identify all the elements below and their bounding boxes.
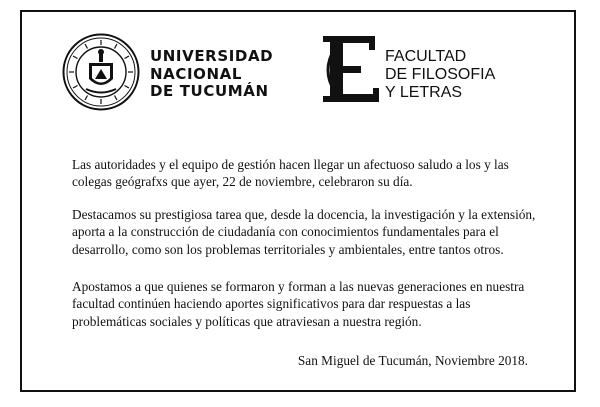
university-line: DE TUCUMÁN	[150, 82, 269, 100]
greeting-paragraph: Las autoridades y el equipo de gestión hacen llegar un afectuoso saludo a los y las colegas geógrafxs que ayer, 22 de noviembre, celebraron su día.	[72, 157, 509, 190]
university-name	[150, 48, 273, 101]
place-date-signature: San Miguel de Tucumán, Noviembre 2018.	[297, 353, 528, 368]
faculty-line: DE FILOSOFIA	[385, 66, 496, 83]
unt-seal-logo	[62, 33, 140, 111]
faculty-name	[385, 48, 495, 102]
faculty-monogram-logo	[315, 30, 385, 108]
recognition-paragraph: Destacamos su prestigiosa tarea que, desde la docencia, la investigación y la extensión, aporta a la construcción de ciudadanía con conocimientos fundamentales para el desarrollo, como son los problemas territoriales y ambientales, entre tantos otros.	[72, 207, 536, 257]
faculty-line: FACULTAD	[385, 48, 467, 65]
faculty-line: Y LETRAS	[385, 84, 463, 101]
university-line: UNIVERSIDAD	[150, 47, 274, 65]
commitment-paragraph: Apostamos a que quienes se formaron y forman a las nuevas generaciones en nuestra facultad continúen haciendo aportes significativos para dar respuestas a las problemáticas sociales y políticas que atraviesan a nuestra región.	[72, 279, 525, 329]
university-line: NACIONAL	[150, 64, 243, 83]
